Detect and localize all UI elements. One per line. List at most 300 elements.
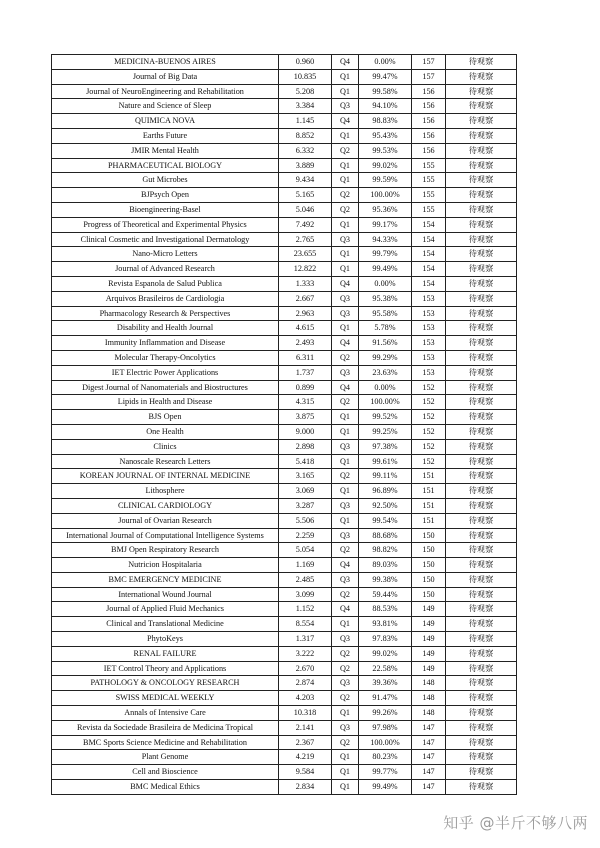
journal-name-cell: Clinical and Translational Medicine [52,617,279,632]
journal-name-cell: Journal of Applied Fluid Mechanics [52,602,279,617]
rank-cell: 154 [412,262,446,277]
quartile-cell: Q2 [332,661,359,676]
rank-cell: 147 [412,720,446,735]
table-row [52,143,517,158]
oa-percentage-cell: 99.11% [359,469,412,484]
table-row [52,646,517,661]
table-row [52,128,517,143]
quartile-cell: Q1 [332,173,359,188]
oa-percentage-cell: 99.29% [359,350,412,365]
impact-factor-cell: 2.765 [279,232,332,247]
impact-factor-cell: 2.493 [279,336,332,351]
impact-factor-cell: 3.165 [279,469,332,484]
oa-percentage-cell: 94.33% [359,232,412,247]
status-cell: 待观察 [446,572,517,587]
impact-factor-cell: 9.584 [279,765,332,780]
journal-name-cell: JMIR Mental Health [52,143,279,158]
table-row [52,276,517,291]
status-cell: 待观察 [446,617,517,632]
status-cell: 待观察 [446,469,517,484]
impact-factor-cell: 1.333 [279,276,332,291]
quartile-cell: Q1 [332,706,359,721]
status-cell: 待观察 [446,232,517,247]
impact-factor-cell: 1.737 [279,365,332,380]
journal-name-cell: Journal of Big Data [52,69,279,84]
impact-factor-cell: 6.311 [279,350,332,365]
journal-name-cell: IET Control Theory and Applications [52,661,279,676]
oa-percentage-cell: 98.82% [359,543,412,558]
oa-percentage-cell: 99.58% [359,84,412,99]
quartile-cell: Q2 [332,543,359,558]
oa-percentage-cell: 99.54% [359,513,412,528]
rank-cell: 148 [412,676,446,691]
table-row [52,306,517,321]
table-row [52,750,517,765]
rank-cell: 152 [412,439,446,454]
impact-factor-cell: 12.822 [279,262,332,277]
journal-name-cell: Progress of Theoretical and Experimental Physics [52,217,279,232]
rank-cell: 156 [412,128,446,143]
oa-percentage-cell: 5.78% [359,321,412,336]
journal-name-cell: Nutricion Hospitalaria [52,558,279,573]
table-row [52,262,517,277]
impact-factor-cell: 3.222 [279,646,332,661]
table-row [52,676,517,691]
status-cell: 待观察 [446,484,517,499]
table-row [52,661,517,676]
status-cell: 待观察 [446,410,517,425]
quartile-cell: Q4 [332,380,359,395]
rank-cell: 152 [412,454,446,469]
quartile-cell: Q4 [332,114,359,129]
status-cell: 待观察 [446,173,517,188]
oa-percentage-cell: 99.38% [359,572,412,587]
journal-name-cell: Nanoscale Research Letters [52,454,279,469]
journal-table [51,54,517,795]
oa-percentage-cell: 88.53% [359,602,412,617]
quartile-cell: Q1 [332,780,359,795]
oa-percentage-cell: 99.53% [359,143,412,158]
impact-factor-cell: 2.485 [279,572,332,587]
rank-cell: 149 [412,617,446,632]
impact-factor-cell: 2.963 [279,306,332,321]
oa-percentage-cell: 99.52% [359,410,412,425]
journal-name-cell: BMC EMERGENCY MEDICINE [52,572,279,587]
status-cell: 待观察 [446,513,517,528]
oa-percentage-cell: 100.00% [359,735,412,750]
status-cell: 待观察 [446,720,517,735]
status-cell: 待观察 [446,336,517,351]
oa-percentage-cell: 80.23% [359,750,412,765]
quartile-cell: Q3 [332,306,359,321]
table-row [52,188,517,203]
journal-name-cell: Journal of NeuroEngineering and Rehabilitation [52,84,279,99]
oa-percentage-cell: 59.44% [359,587,412,602]
rank-cell: 154 [412,247,446,262]
table-row [52,632,517,647]
status-cell: 待观察 [446,365,517,380]
quartile-cell: Q2 [332,646,359,661]
table-row [52,469,517,484]
table-row [52,706,517,721]
impact-factor-cell: 0.899 [279,380,332,395]
impact-factor-cell: 3.287 [279,498,332,513]
quartile-cell: Q4 [332,276,359,291]
impact-factor-cell: 4.315 [279,395,332,410]
table-row [52,173,517,188]
rank-cell: 151 [412,498,446,513]
table-row [52,780,517,795]
impact-factor-cell: 2.898 [279,439,332,454]
impact-factor-cell: 6.332 [279,143,332,158]
table-row [52,321,517,336]
oa-percentage-cell: 99.02% [359,646,412,661]
status-cell: 待观察 [446,706,517,721]
impact-factor-cell: 1.152 [279,602,332,617]
impact-factor-cell: 5.054 [279,543,332,558]
rank-cell: 153 [412,291,446,306]
quartile-cell: Q2 [332,395,359,410]
status-cell: 待观察 [446,765,517,780]
rank-cell: 150 [412,572,446,587]
quartile-cell: Q3 [332,365,359,380]
oa-percentage-cell: 23.63% [359,365,412,380]
table-row [52,380,517,395]
journal-name-cell: PATHOLOGY & ONCOLOGY RESEARCH [52,676,279,691]
status-cell: 待观察 [446,321,517,336]
oa-percentage-cell: 100.00% [359,395,412,410]
journal-name-cell: Revista da Sociedade Brasileira de Medicina Tropical [52,720,279,735]
quartile-cell: Q2 [332,735,359,750]
rank-cell: 150 [412,528,446,543]
oa-percentage-cell: 89.03% [359,558,412,573]
impact-factor-cell: 23.655 [279,247,332,262]
oa-percentage-cell: 99.17% [359,217,412,232]
impact-factor-cell: 10.318 [279,706,332,721]
journal-name-cell: SWISS MEDICAL WEEKLY [52,691,279,706]
journal-name-cell: Lipids in Health and Disease [52,395,279,410]
impact-factor-cell: 1.169 [279,558,332,573]
oa-percentage-cell: 39.36% [359,676,412,691]
journal-name-cell: Arquivos Brasileiros de Cardiologia [52,291,279,306]
oa-percentage-cell: 97.83% [359,632,412,647]
impact-factor-cell: 3.875 [279,410,332,425]
impact-factor-cell: 4.615 [279,321,332,336]
status-cell: 待观察 [446,276,517,291]
oa-percentage-cell: 99.77% [359,765,412,780]
status-cell: 待观察 [446,99,517,114]
table-row [52,498,517,513]
oa-percentage-cell: 95.58% [359,306,412,321]
rank-cell: 148 [412,706,446,721]
impact-factor-cell: 2.259 [279,528,332,543]
rank-cell: 150 [412,587,446,602]
journal-name-cell: KOREAN JOURNAL OF INTERNAL MEDICINE [52,469,279,484]
status-cell: 待观察 [446,735,517,750]
watermark: 知乎 @半斤不够八两 [443,814,588,832]
rank-cell: 153 [412,336,446,351]
rank-cell: 148 [412,691,446,706]
journal-name-cell: CLINICAL CARDIOLOGY [52,498,279,513]
quartile-cell: Q4 [332,336,359,351]
quartile-cell: Q2 [332,188,359,203]
impact-factor-cell: 3.384 [279,99,332,114]
oa-percentage-cell: 99.79% [359,247,412,262]
table-body [52,55,517,795]
rank-cell: 149 [412,632,446,647]
journal-name-cell: Journal of Advanced Research [52,262,279,277]
oa-percentage-cell: 97.38% [359,439,412,454]
journal-name-cell: RENAL FAILURE [52,646,279,661]
status-cell: 待观察 [446,55,517,70]
rank-cell: 152 [412,395,446,410]
oa-percentage-cell: 22.58% [359,661,412,676]
status-cell: 待观察 [446,247,517,262]
impact-factor-cell: 5.418 [279,454,332,469]
quartile-cell: Q3 [332,528,359,543]
status-cell: 待观察 [446,632,517,647]
table-row [52,410,517,425]
rank-cell: 151 [412,484,446,499]
table-row [52,232,517,247]
status-cell: 待观察 [446,676,517,691]
quartile-cell: Q3 [332,232,359,247]
oa-percentage-cell: 99.59% [359,173,412,188]
status-cell: 待观察 [446,602,517,617]
journal-name-cell: Nature and Science of Sleep [52,99,279,114]
quartile-cell: Q3 [332,676,359,691]
quartile-cell: Q1 [332,484,359,499]
impact-factor-cell: 5.046 [279,202,332,217]
journal-name-cell: PHARMACEUTICAL BIOLOGY [52,158,279,173]
status-cell: 待观察 [446,780,517,795]
impact-factor-cell: 5.506 [279,513,332,528]
quartile-cell: Q3 [332,291,359,306]
rank-cell: 156 [412,84,446,99]
table-row [52,114,517,129]
quartile-cell: Q1 [332,158,359,173]
quartile-cell: Q2 [332,691,359,706]
quartile-cell: Q1 [332,128,359,143]
table-row [52,765,517,780]
quartile-cell: Q1 [332,69,359,84]
oa-percentage-cell: 97.98% [359,720,412,735]
table-row [52,543,517,558]
impact-factor-cell: 2.670 [279,661,332,676]
journal-name-cell: IET Electric Power Applications [52,365,279,380]
oa-percentage-cell: 93.81% [359,617,412,632]
journal-name-cell: BMJ Open Respiratory Research [52,543,279,558]
oa-percentage-cell: 99.61% [359,454,412,469]
quartile-cell: Q1 [332,410,359,425]
impact-factor-cell: 3.069 [279,484,332,499]
table-row [52,55,517,70]
table-row [52,84,517,99]
table-row [52,202,517,217]
impact-factor-cell: 2.141 [279,720,332,735]
impact-factor-cell: 10.835 [279,69,332,84]
quartile-cell: Q3 [332,632,359,647]
rank-cell: 147 [412,735,446,750]
status-cell: 待观察 [446,262,517,277]
oa-percentage-cell: 99.25% [359,424,412,439]
rank-cell: 155 [412,202,446,217]
oa-percentage-cell: 95.43% [359,128,412,143]
rank-cell: 156 [412,99,446,114]
impact-factor-cell: 1.317 [279,632,332,647]
quartile-cell: Q4 [332,55,359,70]
journal-name-cell: Pharmacology Research & Perspectives [52,306,279,321]
rank-cell: 150 [412,558,446,573]
rank-cell: 151 [412,513,446,528]
table-row [52,217,517,232]
table-row [52,484,517,499]
impact-factor-cell: 0.960 [279,55,332,70]
rank-cell: 156 [412,143,446,158]
status-cell: 待观察 [446,188,517,203]
status-cell: 待观察 [446,217,517,232]
oa-percentage-cell: 100.00% [359,188,412,203]
rank-cell: 150 [412,543,446,558]
table-row [52,558,517,573]
journal-name-cell: Immunity Inflammation and Disease [52,336,279,351]
journal-name-cell: Disability and Health Journal [52,321,279,336]
table-row [52,247,517,262]
journal-name-cell: Journal of Ovarian Research [52,513,279,528]
quartile-cell: Q2 [332,587,359,602]
status-cell: 待观察 [446,498,517,513]
rank-cell: 147 [412,780,446,795]
status-cell: 待观察 [446,395,517,410]
journal-name-cell: Clinical Cosmetic and Investigational Dermatology [52,232,279,247]
oa-percentage-cell: 92.50% [359,498,412,513]
quartile-cell: Q1 [332,321,359,336]
oa-percentage-cell: 95.36% [359,202,412,217]
table-row [52,439,517,454]
quartile-cell: Q2 [332,350,359,365]
oa-percentage-cell: 91.47% [359,691,412,706]
quartile-cell: Q3 [332,439,359,454]
journal-name-cell: MEDICINA-BUENOS AIRES [52,55,279,70]
journal-name-cell: Revista Espanola de Salud Publica [52,276,279,291]
rank-cell: 149 [412,646,446,661]
impact-factor-cell: 1.145 [279,114,332,129]
status-cell: 待观察 [446,114,517,129]
rank-cell: 149 [412,602,446,617]
table-row [52,454,517,469]
table-row [52,528,517,543]
table-row [52,99,517,114]
status-cell: 待观察 [446,528,517,543]
status-cell: 待观察 [446,69,517,84]
journal-name-cell: Lithosphere [52,484,279,499]
status-cell: 待观察 [446,380,517,395]
status-cell: 待观察 [446,454,517,469]
rank-cell: 151 [412,469,446,484]
journal-name-cell: PhytoKeys [52,632,279,647]
table-row [52,336,517,351]
impact-factor-cell: 9.000 [279,424,332,439]
table-row [52,350,517,365]
impact-factor-cell: 5.208 [279,84,332,99]
table-row [52,158,517,173]
oa-percentage-cell: 0.00% [359,380,412,395]
rank-cell: 149 [412,661,446,676]
impact-factor-cell: 5.165 [279,188,332,203]
rank-cell: 157 [412,55,446,70]
quartile-cell: Q2 [332,469,359,484]
status-cell: 待观察 [446,750,517,765]
status-cell: 待观察 [446,424,517,439]
journal-name-cell: QUIMICA NOVA [52,114,279,129]
status-cell: 待观察 [446,439,517,454]
impact-factor-cell: 2.834 [279,780,332,795]
table-row [52,587,517,602]
rank-cell: 155 [412,173,446,188]
journal-name-cell: International Wound Journal [52,587,279,602]
impact-factor-cell: 8.554 [279,617,332,632]
quartile-cell: Q1 [332,750,359,765]
journal-name-cell: One Health [52,424,279,439]
status-cell: 待观察 [446,202,517,217]
quartile-cell: Q1 [332,454,359,469]
quartile-cell: Q1 [332,262,359,277]
status-cell: 待观察 [446,587,517,602]
rank-cell: 154 [412,276,446,291]
status-cell: 待观察 [446,128,517,143]
oa-percentage-cell: 98.83% [359,114,412,129]
rank-cell: 155 [412,188,446,203]
journal-name-cell: International Journal of Computational Intelligence Systems [52,528,279,543]
oa-percentage-cell: 94.10% [359,99,412,114]
table-row [52,291,517,306]
table-row [52,735,517,750]
impact-factor-cell: 3.889 [279,158,332,173]
oa-percentage-cell: 99.49% [359,780,412,795]
impact-factor-cell: 7.492 [279,217,332,232]
journal-name-cell: Clinics [52,439,279,454]
oa-percentage-cell: 88.68% [359,528,412,543]
quartile-cell: Q3 [332,99,359,114]
impact-factor-cell: 8.852 [279,128,332,143]
quartile-cell: Q1 [332,617,359,632]
table-row [52,720,517,735]
rank-cell: 156 [412,114,446,129]
impact-factor-cell: 4.219 [279,750,332,765]
journal-name-cell: BMC Medical Ethics [52,780,279,795]
table-row [52,691,517,706]
status-cell: 待观察 [446,291,517,306]
rank-cell: 153 [412,306,446,321]
status-cell: 待观察 [446,306,517,321]
quartile-cell: Q2 [332,202,359,217]
journal-name-cell: BJPsych Open [52,188,279,203]
oa-percentage-cell: 91.56% [359,336,412,351]
quartile-cell: Q3 [332,720,359,735]
rank-cell: 153 [412,350,446,365]
status-cell: 待观察 [446,84,517,99]
oa-percentage-cell: 99.02% [359,158,412,173]
status-cell: 待观察 [446,661,517,676]
table-row [52,365,517,380]
table-row [52,424,517,439]
journal-name-cell: Digest Journal of Nanomaterials and Biostructures [52,380,279,395]
quartile-cell: Q4 [332,558,359,573]
impact-factor-cell: 2.667 [279,291,332,306]
oa-percentage-cell: 0.00% [359,276,412,291]
quartile-cell: Q3 [332,572,359,587]
oa-percentage-cell: 99.47% [359,69,412,84]
